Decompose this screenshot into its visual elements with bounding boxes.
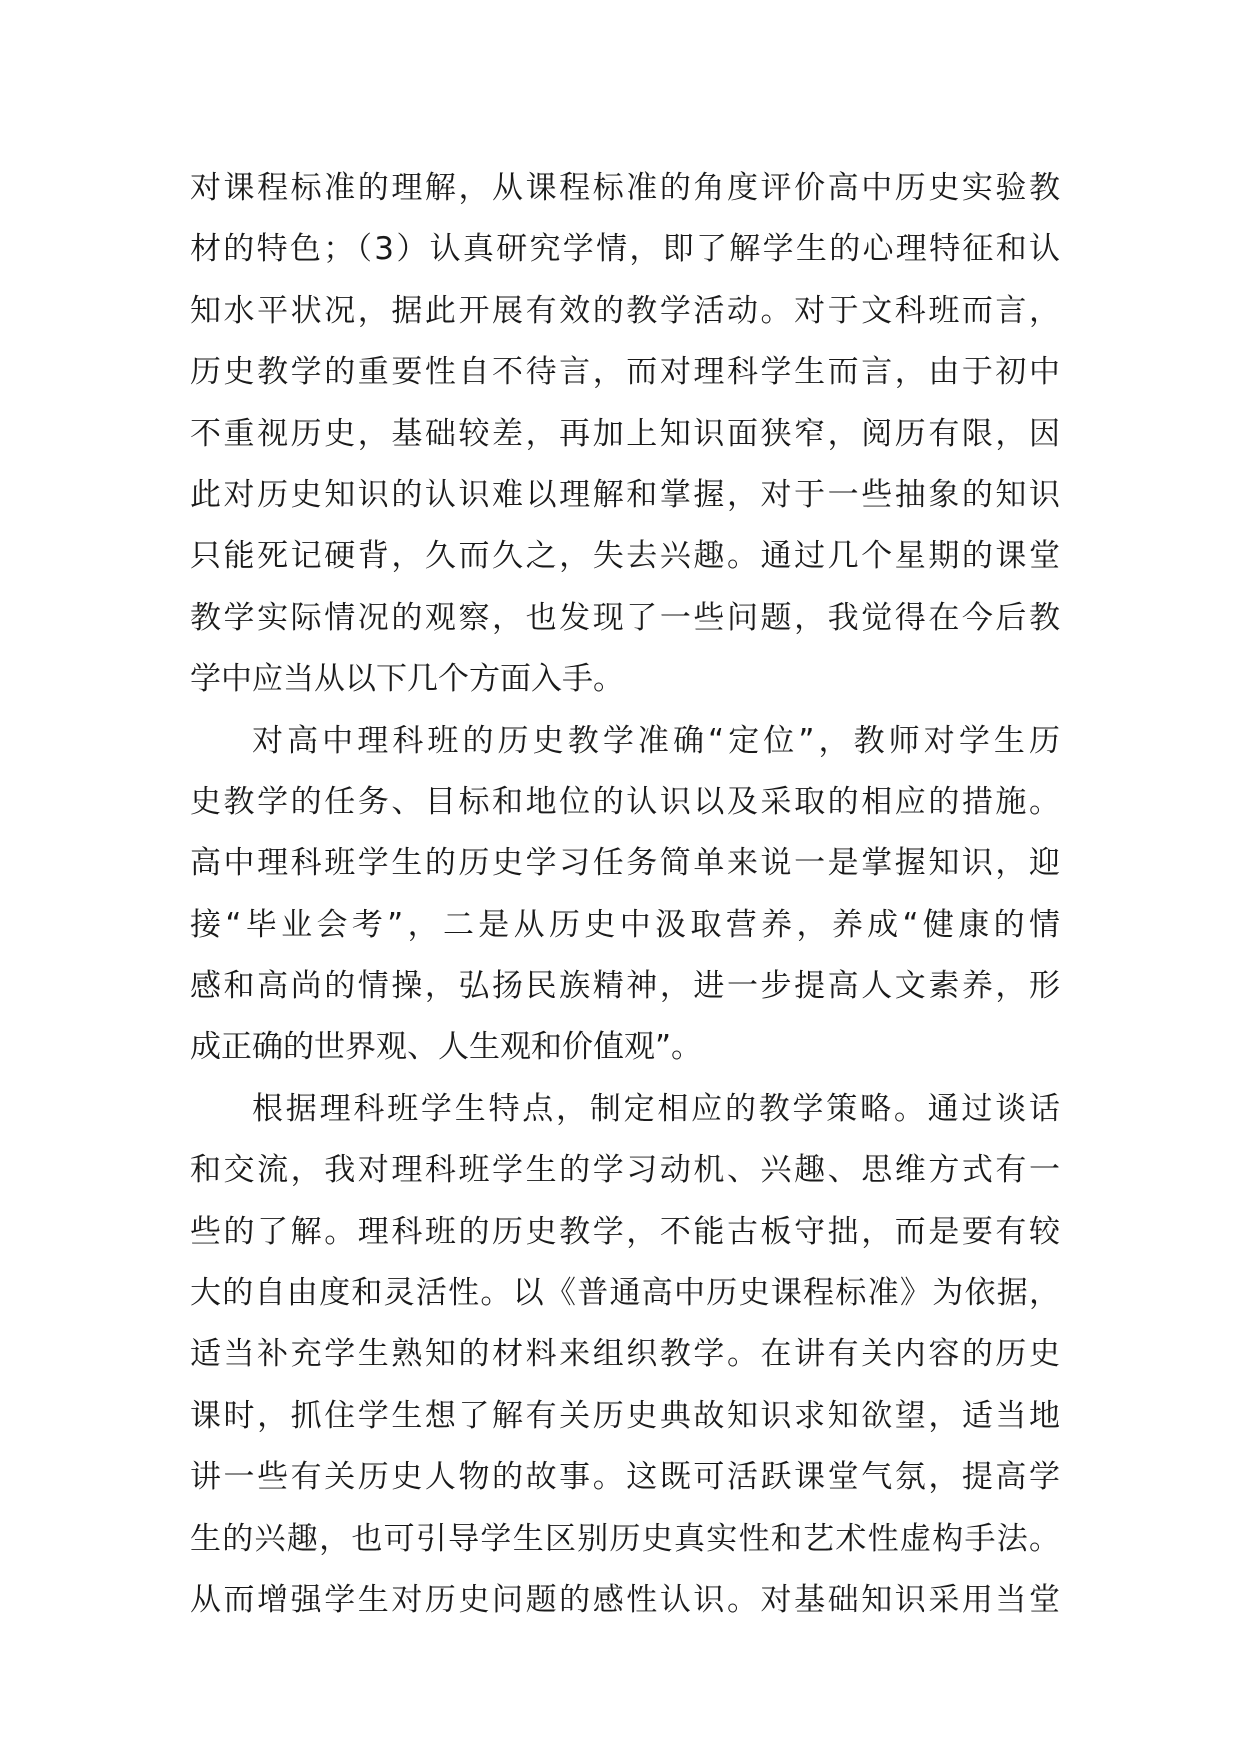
paragraph-1-line: 只能死记硬背，久而久之，失去兴趣。通过几个星期的课堂 <box>190 538 1060 575</box>
paragraph-3-line: 根据理科班学生特点，制定相应的教学策略。通过谈话 <box>252 1090 1060 1127</box>
paragraph-2-line: 接“毕业会考”，二是从历史中汲取营养，养成“健康的情 <box>190 906 1060 943</box>
paragraph-1-line: 此对历史知识的认识难以理解和掌握，对于一些抽象的知识 <box>190 476 1060 513</box>
body-text <box>190 158 1060 1631</box>
paragraph-3-line: 适当补充学生熟知的材料来组织教学。在讲有关内容的历史 <box>190 1336 1060 1373</box>
paragraph-1-line: 材的特色；（3）认真研究学情，即了解学生的心理特征和认 <box>190 231 1060 268</box>
paragraph-1-line: 教学实际情况的观察，也发现了一些问题，我觉得在今后教 <box>190 599 1060 636</box>
paragraph-2-line: 对高中理科班的历史教学准确“定位”，教师对学生历 <box>252 722 1060 759</box>
paragraph-3-line: 和交流，我对理科班学生的学习动机、兴趣、思维方式有一 <box>190 1152 1060 1189</box>
paragraph-3-line: 些的了解。理科班的历史教学，不能古板守拙，而是要有较 <box>190 1213 1060 1250</box>
paragraph-3-line: 课时，抓住学生想了解有关历史典故知识求知欲望，适当地 <box>190 1397 1060 1434</box>
paragraph-1-line: 学中应当从以下几个方面入手。 <box>190 661 624 698</box>
paragraph-2-line: 成正确的世界观、人生观和价值观”。 <box>190 1029 703 1066</box>
paragraph-1-line: 对课程标准的理解，从课程标准的角度评价高中历史实验教 <box>190 170 1060 206</box>
paragraph-2-line: 感和高尚的情操，弘扬民族精神，进一步提高人文素养，形 <box>190 968 1060 1005</box>
paragraph-1-line: 知水平状况，据此开展有效的教学活动。对于文科班而言， <box>190 292 1060 329</box>
paragraph-1-line: 不重视历史，基础较差，再加上知识面狭窄，阅历有限，因 <box>190 415 1060 452</box>
paragraph-3-line: 从而增强学生对历史问题的感性认识。对基础知识采用当堂 <box>190 1581 1060 1618</box>
paragraph-3-line: 生的兴趣，也可引导学生区别历史真实性和艺术性虚构手法。 <box>190 1520 1060 1557</box>
paragraph-2-line: 高中理科班学生的历史学习任务简单来说一是掌握知识，迎 <box>190 845 1060 882</box>
paragraph-2-line: 史教学的任务、目标和地位的认识以及采取的相应的措施。 <box>190 783 1060 820</box>
paragraph-1-line: 历史教学的重要性自不待言，而对理科学生而言，由于初中 <box>190 354 1060 391</box>
paragraph-3-line: 讲一些有关历史人物的故事。这既可活跃课堂气氛，提高学 <box>190 1459 1060 1496</box>
paragraph-3-line: 大的自由度和灵活性。以《普通高中历史课程标准》为依据， <box>190 1275 1060 1312</box>
